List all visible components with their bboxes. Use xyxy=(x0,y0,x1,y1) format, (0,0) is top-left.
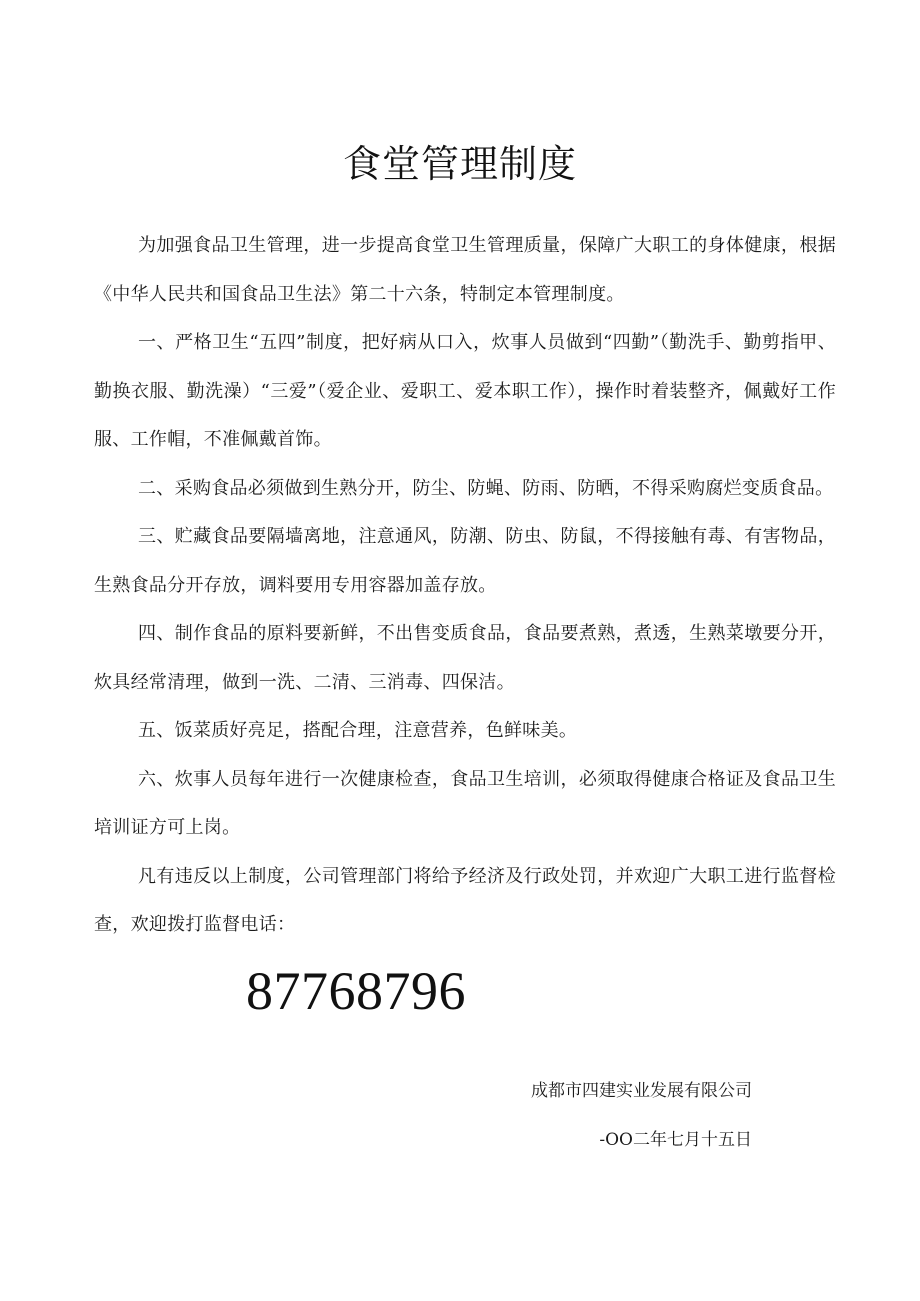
rule-3-paragraph: 三、贮藏食品要隔墙离地，注意通风，防潮、防虫、防鼠，不得接触有毒、有害物品，生熟食品分开存放，调料要用专用容器加盖存放。 xyxy=(94,526,836,596)
rule-6-paragraph: 六、炊事人员每年进行一次健康检查，食品卫生培训，必须取得健康合格证及食品卫生培训证方可上岗。 xyxy=(94,768,836,838)
intro-paragraph: 为加强食品卫生管理，进一步提高食堂卫生管理质量，保障广大职工的身体健康，根据《中华人民共和国食品卫生法》第二十六条，特制定本管理制度。 xyxy=(94,235,836,305)
closing-paragraph: 凡有违反以上制度，公司管理部门将给予经济及行政处罚，并欢迎广大职工进行监督检查，欢迎拨打监督电话： xyxy=(94,865,836,935)
document-body xyxy=(94,222,836,950)
rule-2-paragraph: 二、采购食品必须做到生熟分开，防尘、防蝇、防雨、防晒，不得采购腐烂变质食品。 xyxy=(138,477,834,499)
document-title: 食堂管理制度 xyxy=(342,142,577,186)
company-name: 成都市四建实业发展有限公司 xyxy=(531,1081,752,1101)
rule-1-paragraph: 一、严格卫生“五四”制度，把好病从口入，炊事人员做到“四勤”（勤洗手、勤剪指甲、勤换衣服、勤洗澡）“三爱”（爱企业、爱职工、爱本职工作），操作时着装整齐，佩戴好工作服、工作帽，不准佩戴首饰。 xyxy=(94,332,836,450)
rule-5-paragraph: 五、饭菜质好亮足，搭配合理，注意营养，色鲜味美。 xyxy=(138,720,578,741)
supervision-phone-number: 87768796 xyxy=(246,961,466,1021)
issue-date: -OO二年七月十五日 xyxy=(599,1130,752,1150)
rule-4-paragraph: 四、制作食品的原料要新鲜，不出售变质食品，食品要煮熟，煮透，生熟菜墩要分开，炊具经常清理，做到一洗、二清、三消毒、四保洁。 xyxy=(94,623,836,693)
